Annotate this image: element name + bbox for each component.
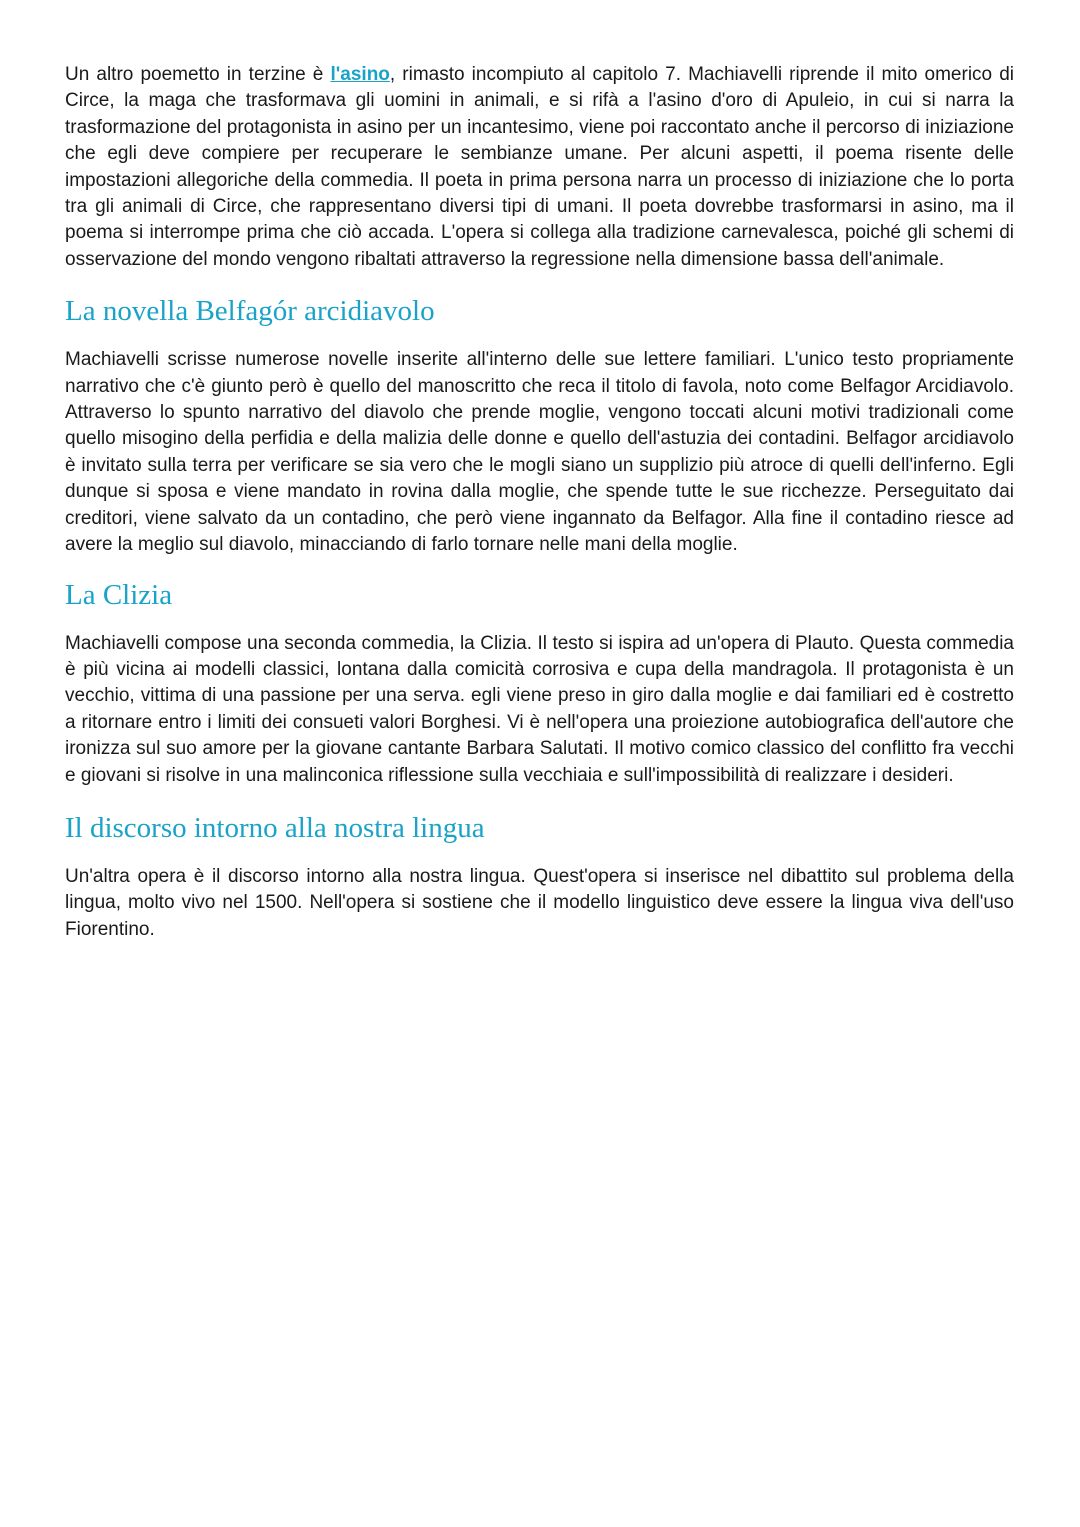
- intro-paragraph: [65, 62, 1014, 273]
- document-page: [65, 62, 1014, 943]
- section-paragraph: Machiavelli compose una seconda commedia, la Clizia. Il testo si ispira ad un'opera di Plauto. Questa commedia è più vicina ai modelli classici, lontana dalla comicità corrosiva e cupa della mandragola. Il protagonista è un vecchio, vittima di una passione per una serva. egli viene preso in giro dalla moglie e dai familiari ed è costretto a ritornare entro i limiti dei consueti valori Borghesi. Vi è nell'opera una proiezione autobiografica dell'autore che ironizza sul suo amore per la giovane cantante Barbara Salutati. Il motivo comico classico del conflitto fra vecchi e giovani si risolve in una malinconica riflessione sulla vecchiaia e sull'impossibilità di realizzare i desideri.: [65, 632, 1014, 786]
- section-heading: La novella Belfagór arcidiavolo: [65, 295, 435, 328]
- section-discorso-lingua: [65, 810, 1014, 943]
- section-heading: La Clizia: [65, 578, 173, 611]
- section-heading: Il discorso intorno alla nostra lingua: [65, 811, 485, 844]
- section-belfagor: [65, 293, 1014, 558]
- section-paragraph: Machiavelli scrisse numerose novelle inserite all'interno delle sue lettere familiari. L'unico testo propriamente narrativo che c'è giunto però è quello del manoscritto che reca il titolo di favola, noto come Belfagor Arcidiavolo. Attraverso lo spunto narrativo del diavolo che prende moglie, vengono toccati alcuni motivi tradizionali come quello misogino della perfidia e della malizia delle donne e quello dell'astuzia dei contadini. Belfagor arcidiavolo è invitato sulla terra per verificare se sia vero che le mogli siano un supplizio più atroce di quelli dell'inferno. Egli dunque si sposa e viene mandato in rovina dalla moglie, che spende tutte le sue ricchezze. Perseguitato dai creditori, viene salvato da un contadino, che però viene ingannato da Belfagor. Alla fine il contadino riesce ad avere la meglio sul diavolo, minacciando di farlo tornare nelle mani della moglie.: [65, 349, 1014, 556]
- intro-text-after-link: , rimasto incompiuto al capitolo 7. Machiavelli riprende il mito omerico di Circe, la maga che trasformava gli uomini in animali, e si rifà a l'asino d'oro di Apuleio, in cui si narra la trasformazione del protagonista in asino per un incantesimo, viene poi raccontato anche il percorso di iniziazione che egli deve compiere per recuperare le sembianze umane. Per alcuni aspetti, il poema risente delle impostazioni allegoriche della commedia. Il poeta in prima persona narra un processo di iniziazione che lo porta tra gli animali di Circe, che rappresentano diversi tipi di umani. Il poeta dovrebbe trasformarsi in asino, ma il poema si interrompe prima che ciò accada. L'opera si collega alla tradizione carnevalesca, poiché gli schemi di osservazione del mondo vengono ribaltati attraverso la regressione nella dimensione bassa dell'animale.: [65, 64, 1015, 270]
- section-clizia: [65, 577, 1014, 789]
- asino-link[interactable]: l'asino: [330, 64, 390, 85]
- intro-text-before-link: Un altro poemetto in terzine è: [65, 64, 331, 85]
- section-paragraph: Un'altra opera è il discorso intorno alla nostra lingua. Quest'opera si inserisce nel dibattito sul problema della lingua, molto vivo nel 1500. Nell'opera si sostiene che il modello linguistico deve essere la lingua viva dell'uso Fiorentino.: [65, 865, 1014, 940]
